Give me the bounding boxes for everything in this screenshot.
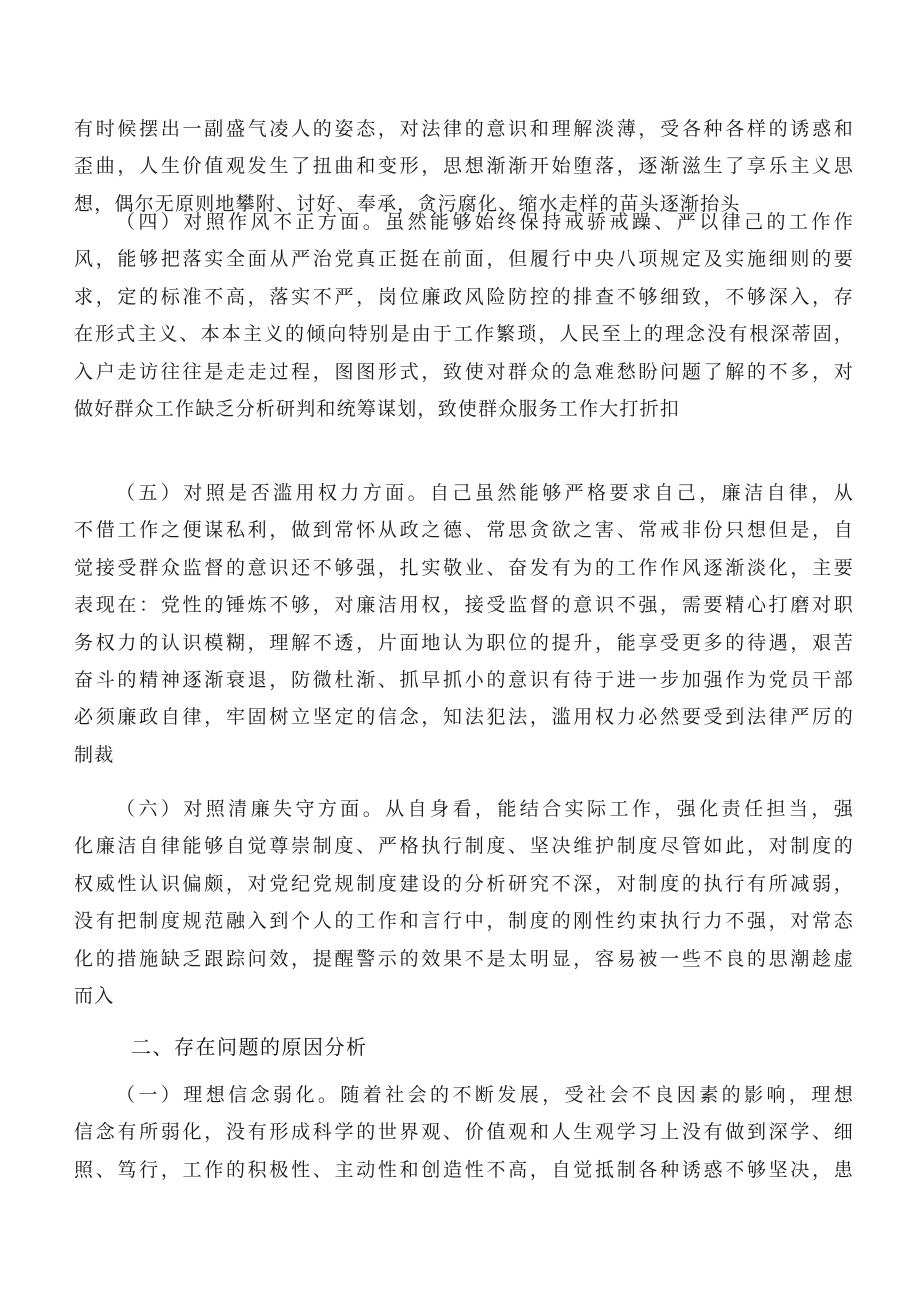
text-line: 照、笃行，工作的积极性、主动性和创造性不高，自觉抵制各种诱惑不够坚决，患 (74, 1158, 854, 1181)
text-line: 歪曲，人生价值观发生了扭曲和变形，思想渐渐开始堕落，逐渐滋生了享乐主义思 (74, 155, 854, 178)
text-line: 制裁 (74, 743, 115, 766)
text-line: （四）对照作风不正方面。虽然能够始终保持戒骄戒躁、严以律己的工作作 (116, 211, 854, 233)
text-line: 想，偶尔无原则地攀附、讨好、奉承，贪污腐化、缩水走样的苗头逐渐抬头 (74, 192, 741, 215)
text-line: 化的措施缺乏跟踪问效，提醒警示的效果不是太明显，容易被一些不良的思潮趁虚 (74, 947, 854, 970)
text-line: （一）理想信念弱化。随着社会的不断发展，受社会不良因素的影响，理想 (116, 1084, 854, 1106)
text-line: 而入 (74, 984, 115, 1007)
text-line: 奋斗的精神逐渐衰退，防微杜渐、抓早抓小的意识有待于进一步加强作为党员干部 (74, 668, 854, 691)
paragraph-section-5 (74, 475, 854, 774)
text-line: 务权力的认识模糊，理解不透，片面地认为职位的提升，能享受更多的待遇，艰苦 (74, 631, 854, 654)
text-line: （五）对照是否滥用权力方面。自己虽然能够严格要求自己，廉洁自律，从 (116, 482, 854, 504)
text-line: 化廉洁自律能够自觉尊崇制度、严格执行制度、坚决维护制度尽管如此，对制度的 (74, 835, 854, 858)
paragraph-section-6 (74, 791, 854, 1015)
text-line: 在形式主义、本本主义的倾向特别是由于工作繁琐，人民至上的理念没有根深蒂固， (74, 323, 854, 346)
text-line: 必须廉政自律，牢固树立坚定的信念，知法犯法，滥用权力必然要受到法律严厉的 (74, 706, 854, 729)
text-line: （六）对照清廉失守方面。从自身看，能结合实际工作，强化责任担当，强 (116, 798, 854, 820)
text-line: 权威性认识偏颇，对党纪党规制度建设的分析研究不深，对制度的执行有所减弱， (74, 872, 854, 895)
paragraph-cause-1 (74, 1077, 854, 1189)
text-line: 觉接受群众监督的意识还不够强，扎实敬业、奋发有为的工作作风逐渐淡化，主要 (74, 556, 854, 579)
text-line: 没有把制度规范融入到个人的工作和言行中，制度的刚性约束执行力不强，对常态 (74, 910, 854, 933)
text-line: 信念有所弱化，没有形成科学的世界观、价值观和人生观学习上没有做到深学、细 (74, 1121, 854, 1144)
text-line: 风，能够把落实全面从严治党真正挺在前面，但履行中央八项规定及实施细则的要 (74, 248, 854, 271)
section-heading: 二、存在问题的原因分析 (131, 1035, 368, 1059)
text-line: 求，定的标准不高，落实不严，岗位廉政风险防控的排查不够细致，不够深入，存 (74, 285, 854, 308)
text-line: 做好群众工作缺乏分析研判和统筹谋划，致使群众服务工作大打折扣 (74, 397, 681, 420)
paragraph-section-4 (74, 204, 854, 428)
text-line: 不借工作之便谋私利，做到常怀从政之德、常思贪欲之害、常戒非份只想但是，自 (74, 519, 854, 542)
text-line: 有时候摆出一副盛气凌人的姿态，对法律的意识和理解淡薄，受各种各样的诱惑和 (74, 118, 854, 140)
text-line: 表现在：党性的锤炼不够，对廉洁用权，接受监督的意识不强，需要精心打磨对职 (74, 594, 854, 617)
text-line: 入户走访往往是走走过程，图图形式，致使对群众的急难愁盼问题了解的不多，对 (74, 360, 854, 383)
